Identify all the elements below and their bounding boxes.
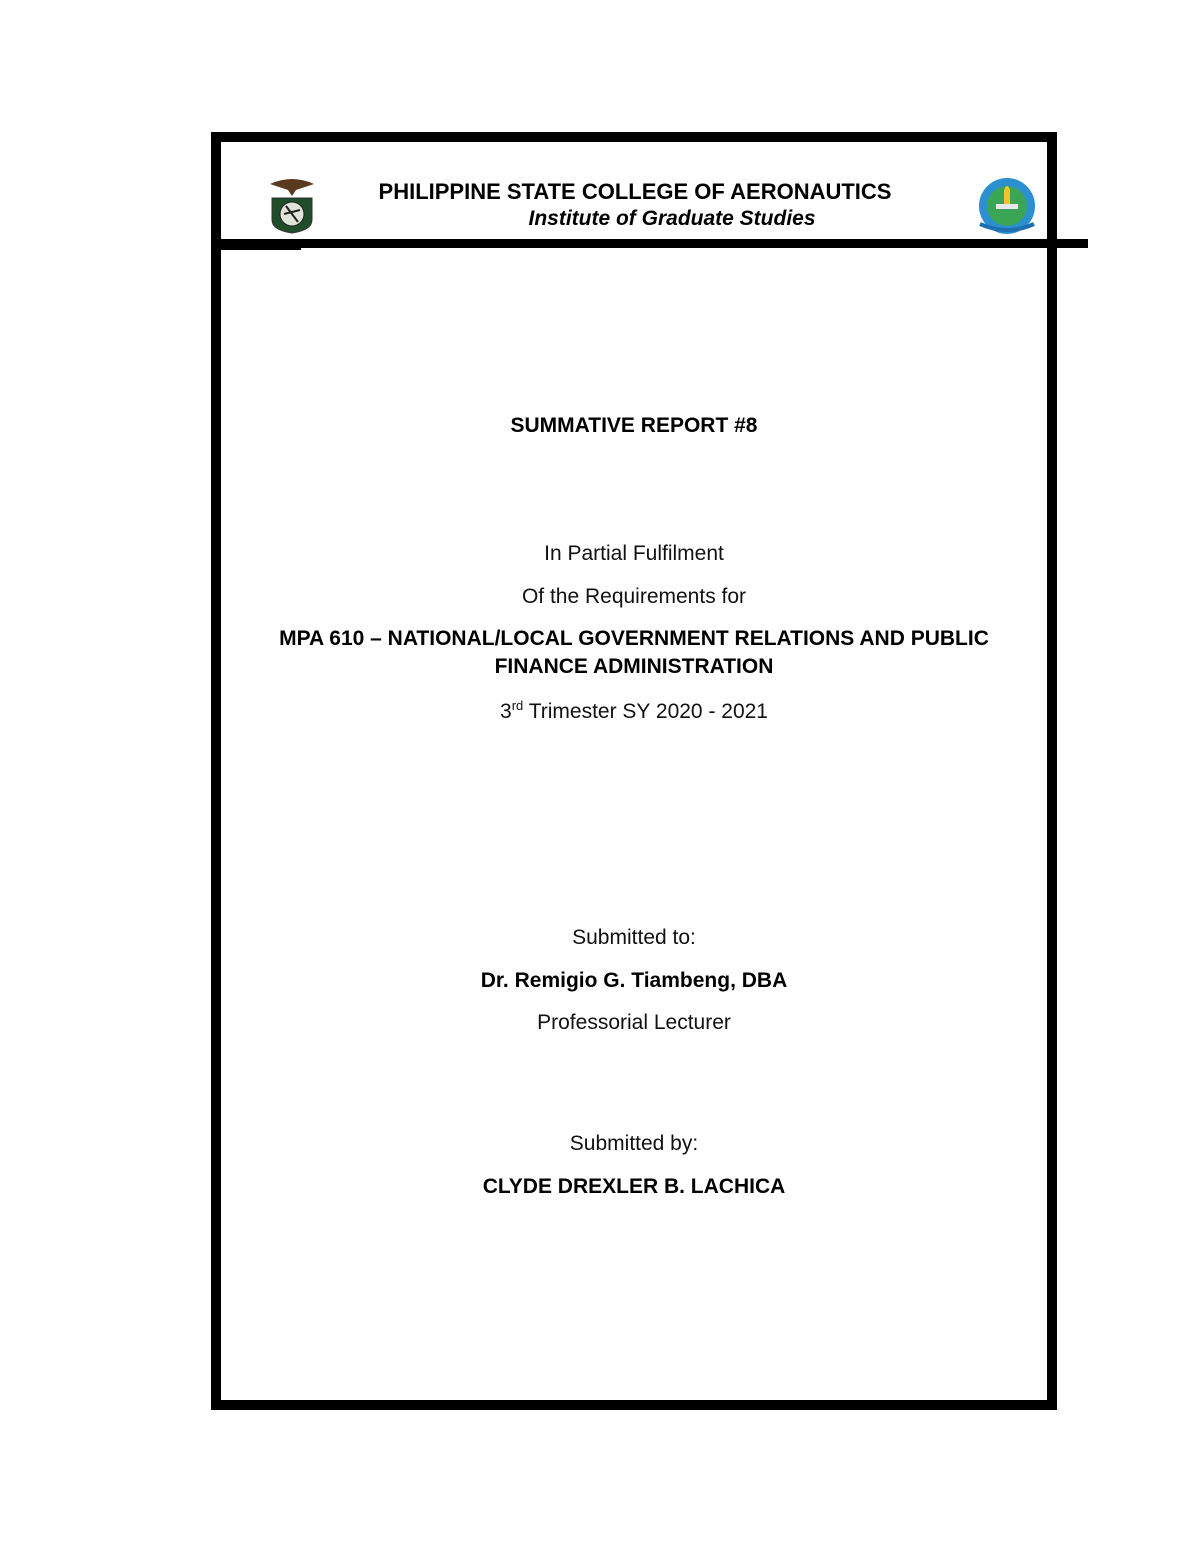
submitted-to-name: Dr. Remigio G. Tiambeng, DBA <box>480 969 788 992</box>
term <box>221 698 1047 724</box>
submitted-to-label: Submitted to: <box>572 926 696 949</box>
course-line-2: FINANCE ADMINISTRATION <box>494 655 774 678</box>
header-divider <box>221 239 1088 248</box>
institute-name: Institute of Graduate Studies <box>528 207 816 230</box>
page-border <box>211 132 1057 1410</box>
institute-seal-logo <box>974 176 1040 236</box>
submitted-by-label: Submitted by: <box>569 1132 699 1155</box>
college-seal-logo <box>266 176 318 234</box>
course-line-1: MPA 610 – NATIONAL/LOCAL GOVERNMENT RELATIONS AND PUBLIC <box>279 627 989 650</box>
term-suffix: rd <box>511 698 524 713</box>
header-divider-accent <box>221 248 301 250</box>
submitted-by-name: CLYDE DREXLER B. LACHICA <box>482 1175 786 1198</box>
submitted-to-role: Professorial Lecturer <box>537 1011 731 1034</box>
report-title: SUMMATIVE REPORT #8 <box>510 414 758 437</box>
fulfilment-line-1: In Partial Fulfilment <box>544 542 724 565</box>
institution-name: PHILIPPINE STATE COLLEGE OF AERONAUTICS <box>378 179 892 204</box>
fulfilment-line-2: Of the Requirements for <box>521 585 747 608</box>
term-text: Trimester SY 2020 - 2021 <box>523 700 768 723</box>
term-number: 3 <box>500 700 512 723</box>
